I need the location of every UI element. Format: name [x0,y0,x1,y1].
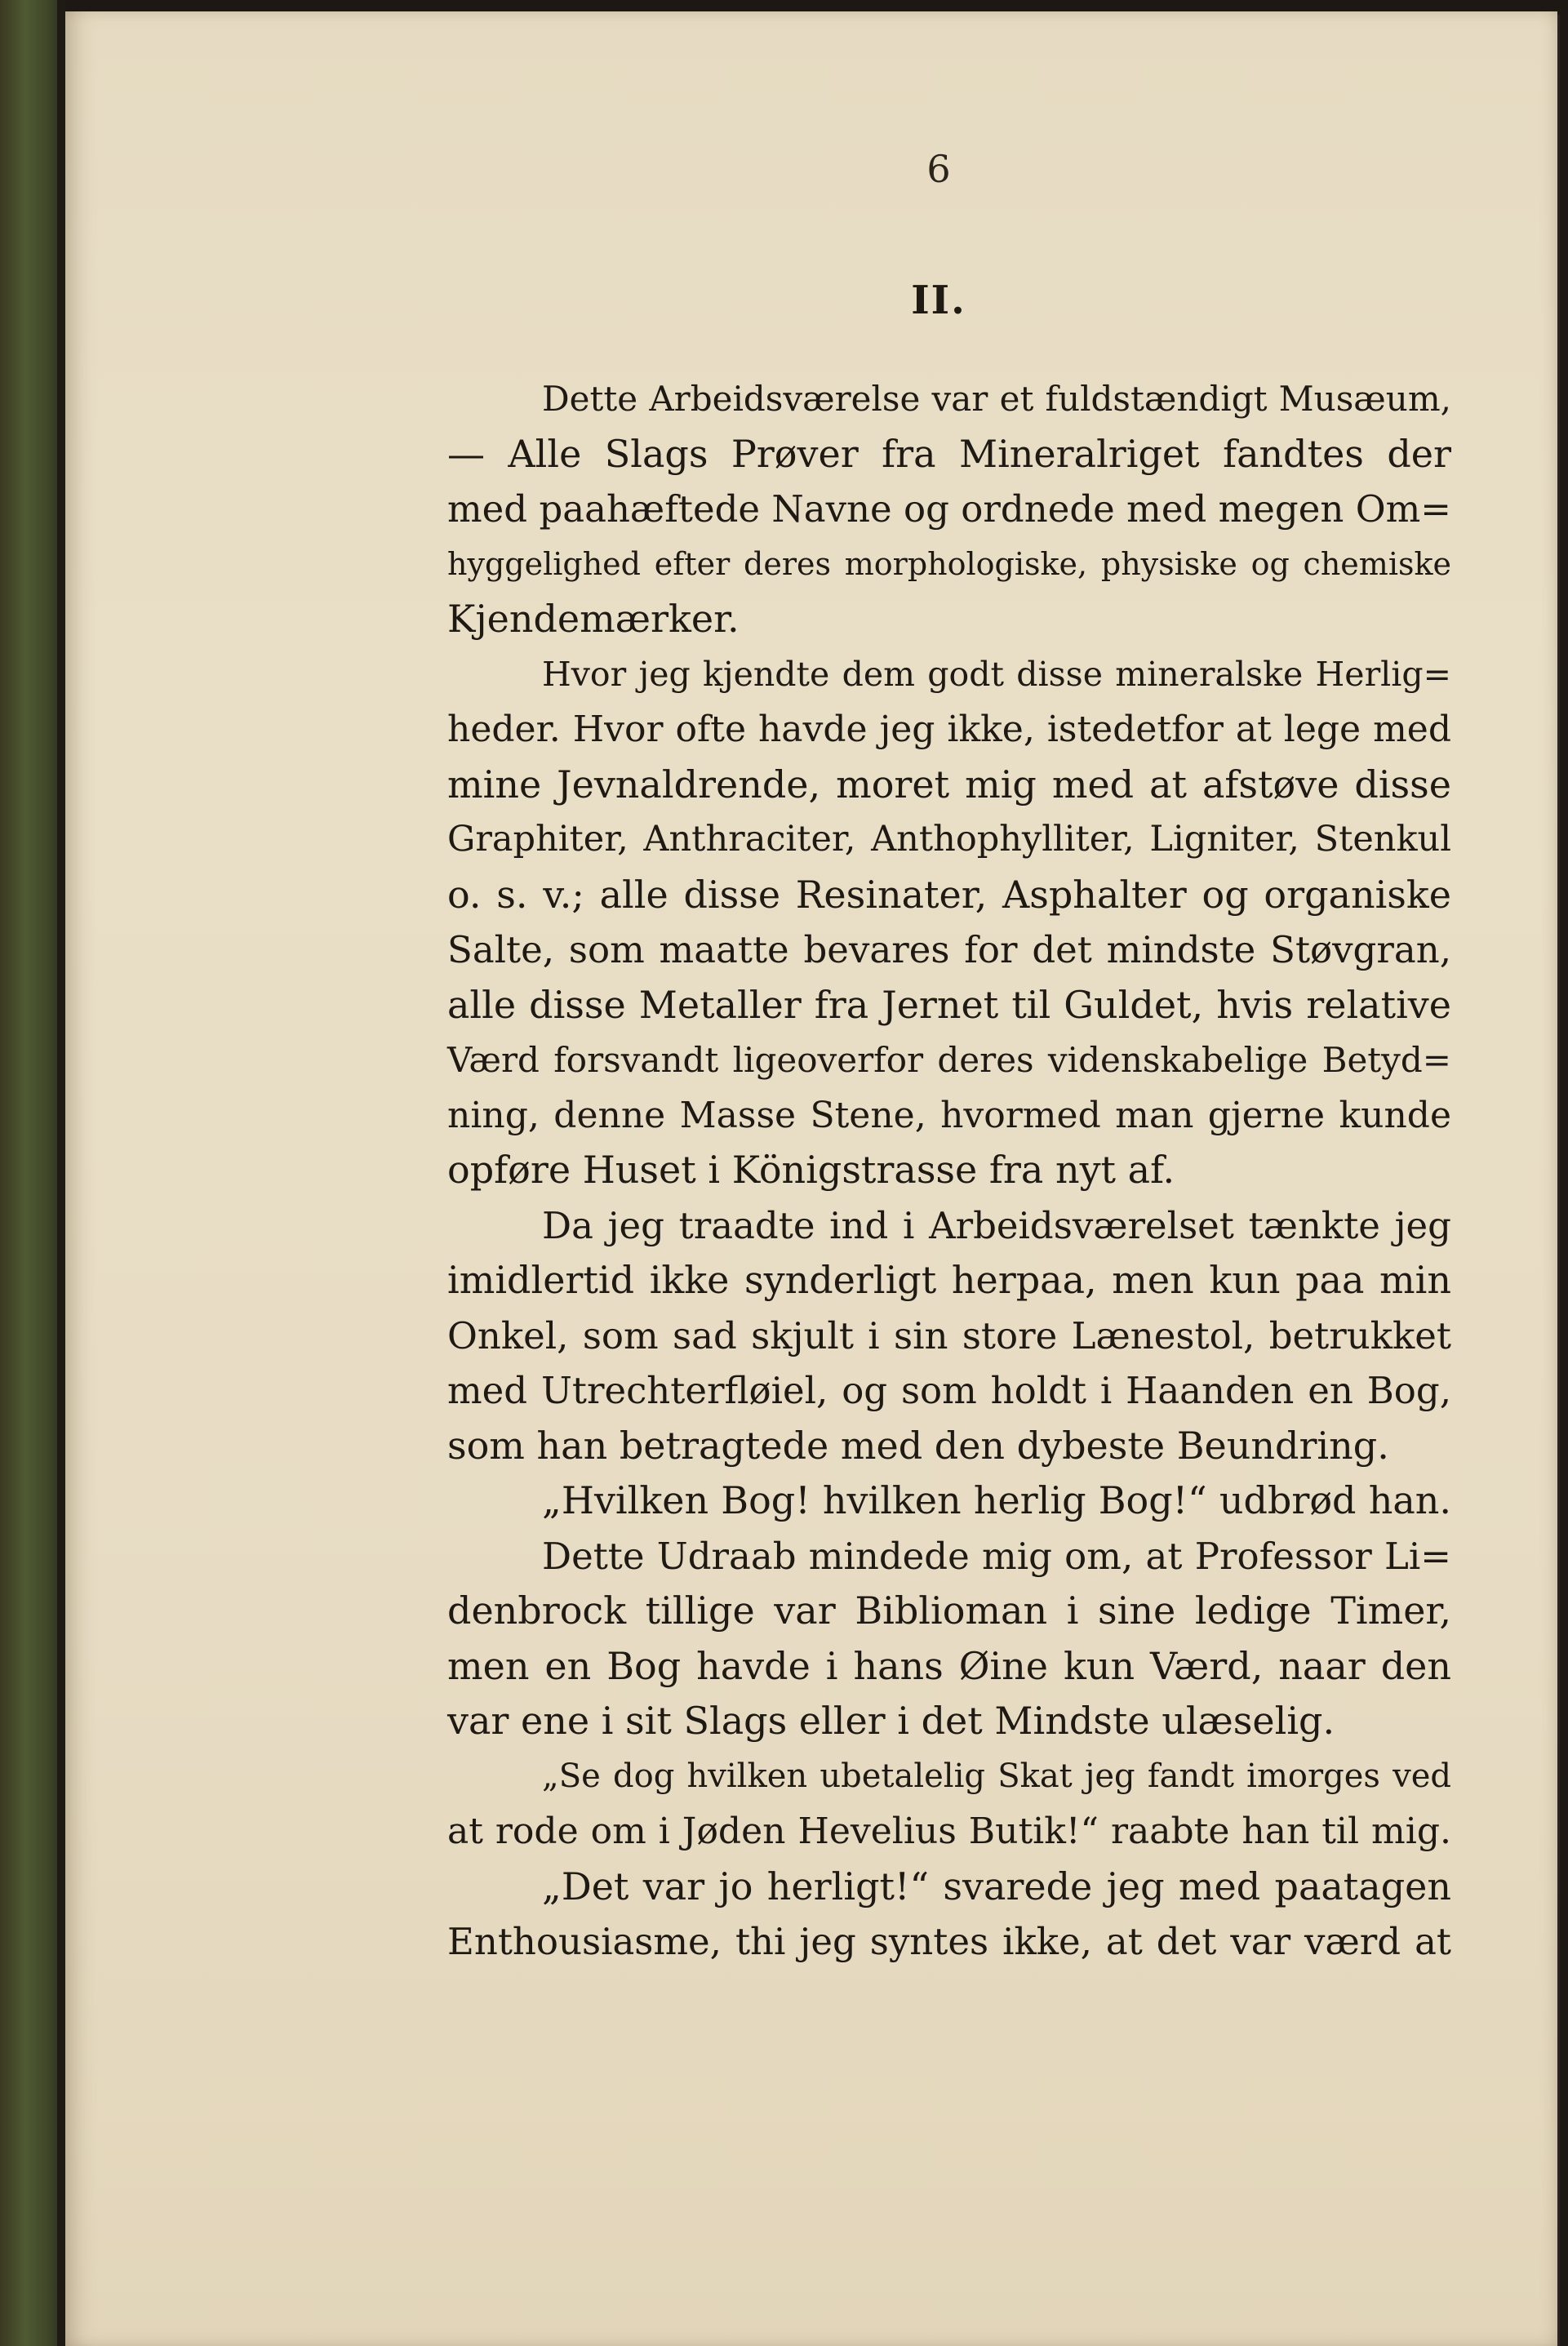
text-line: Graphiter, Anthraciter, Anthophylliter, Ligniter, Stenkul [447,819,1451,860]
text-line: var ene i sit Slags eller i det Mindste ulæselig. [447,1699,1335,1743]
text-line: Kjendemærker. [447,597,740,641]
text-line: Da jeg traadte ind i Arbeidsværelset tænkte jeg [542,1203,1451,1247]
text-line: imidlertid ikke synderligt herpaa, men kun paa min [447,1258,1451,1302]
text-line: men en Bog havde i hans Øine kun Værd, naar den [447,1643,1451,1688]
text-line: „Hvilken Bog! hvilken herlig Bog!“ udbrød han. [542,1478,1451,1522]
text-line: denbrock tillige var Biblioman i sine ledige Timer, [447,1588,1451,1633]
text-line: opføre Huset i Königstrasse fra nyt af. [447,1148,1175,1192]
text-line: ning, denne Masse Stene, hvormed man gjerne kunde [447,1094,1451,1136]
text-line: heder. Hvor ofte havde jeg ikke, istedetfor at lege med [447,709,1451,750]
text-line: Værd forsvandt ligeoverfor deres videnskabelige Betyd= [447,1040,1451,1080]
text-line: mine Jevnaldrende, moret mig med at afstøve disse [447,762,1451,806]
text-line: hyggelighed efter deres morphologiske, physiske og chemiske [447,545,1451,582]
text-line: Salte, som maatte bevares for det mindste Støvgran, [447,928,1451,971]
page-number: 6 [926,147,951,191]
book-right-edge [1560,0,1568,2346]
text-line: — Alle Slags Prøver fra Mineralriget fandtes der [447,431,1451,476]
text-line: Hvor jeg kjendte dem godt disse mineralske Herlig= [542,654,1451,694]
text-line: med paahæftede Navne og ordnede med megen Om= [447,487,1451,531]
text-line: alle disse Metaller fra Jernet til Guldet, hvis relative [447,982,1451,1027]
text-line: „Det var jo herligt!“ svarede jeg med paatagen [542,1864,1451,1908]
text-line: Enthousiasme, thi jeg syntes ikke, at det var værd at [447,1920,1451,1963]
chapter-heading: II. [911,278,966,323]
body-text [447,371,1451,1970]
book-spine [0,0,65,2346]
text-line: som han betragtede med den dybeste Beundring. [447,1423,1389,1468]
text-line: o. s. v.; alle disse Resinater, Asphalter og organiske [447,872,1451,917]
text-line: med Utrechterfløiel, og som holdt i Haanden en Bog, [447,1369,1451,1412]
text-line: Onkel, som sad skjult i sin store Lænestol, betrukket [447,1313,1451,1357]
text-line: Dette Udraab mindede mig om, at Professor Li= [542,1534,1451,1578]
text-line: at rode om i Jøden Hevelius Butik!“ raabte han til mig. [447,1811,1451,1852]
text-line: „Se dog hvilken ubetalelig Skat jeg fandt imorges ved [542,1757,1451,1795]
text-line: Dette Arbeidsværelse var et fuldstændigt Musæum, [542,379,1451,419]
